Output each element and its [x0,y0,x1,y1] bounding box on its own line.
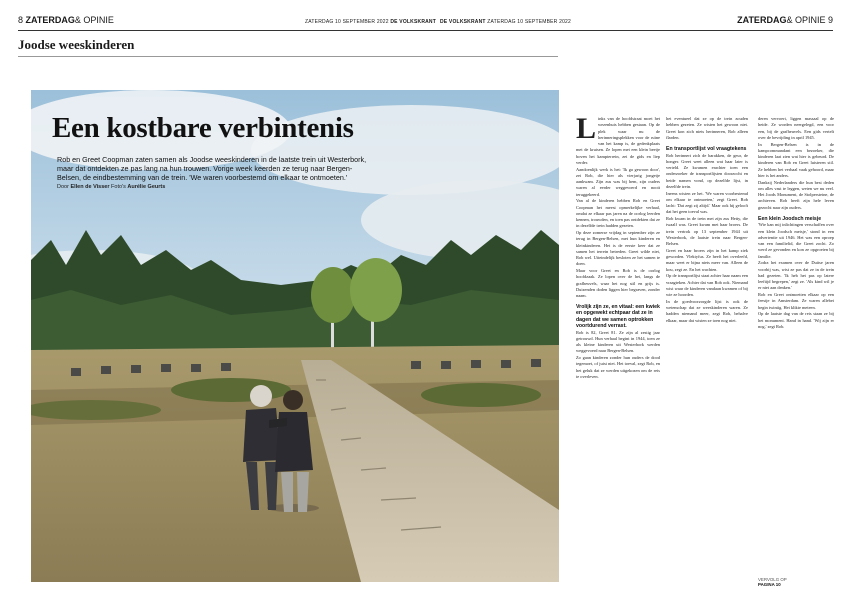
paragraph: Op de laatste dag van de reis staan ze bij het monument. Hand in hand. 'Wij zijn er nog,' zegt Rob. [758,311,834,329]
paragraph: Rob herinnert zich de barakken, de geur, de honger. Greet weet alleen wat haar later is verteld. Ze kwamen erachter toen een onderzoeker de transportlijsten doorzocht en beide namen vond, op dezelfde lijst, in dezelfde trein. [666,152,748,189]
paragraph: Greet en haar broers zijn in het kamp ziek geworden. Vlektyfus. Ze heeft het overleefd, maar weet er bijna niets meer van. Alleen de kou, zegt ze. En het wachten. [666,247,748,272]
subhead-transportlijst: En transportlijst vol vraagtekens [666,146,747,152]
subhead-joodsch-meisje: Een klein Joodsch meisje [758,215,822,222]
header-rule [18,30,833,31]
paragraph: Maar voor Greet en Rob is de oorlog hoofdzaak. Ze lopen over de hei, langs de grafheuvels, waar het nog stil en grijs is. Duizenden doden liggen hier begraven, zonder naam. [576,268,660,298]
paragraph: 'Wie kan mij inlichtingen verschaffen over een klein Joodsch meisje,' stond in een advertentie uit 1946. Het was een oproep van een familielid, die Greet zocht. Zo werd ze gevonden en kon ze opgroeien bij familie. [758,222,834,259]
paragraph: Rob en Greet ontmoetten elkaar op een feestje in Amsterdam. Ze waren allebei begin twintig. Het klikte meteen. [758,292,834,310]
paragraph: Van al de kinderen hebben Rob en Greet Coopman het meest opmerkelijke verhaal, omdat ze elkaar pas jaren na de oorlog leerden kennen, trouwden, en toen pas ontdekten dat ze in dezelfde trein hadden gezeten. [576,198,660,229]
drop-cap: L [576,116,597,145]
inline-subhead: Vrolijk zijn ze, en vitaal: een kwiek en opgewekt echtpaar dat ze in dagen dat we samen optrokken voortdurend verrast. [576,304,660,329]
section-name-left: ZATERDAG [25,15,75,25]
photo-prefix: Foto's [111,184,126,190]
paragraph: deren vervoert, liggen massaal op de heide. Ze worden neergelegd, een voor een, bij de grafheuvels. Een gids vertelt over de bevrijding in april 1945. [758,116,834,140]
photographer-name: Aurélie Geurts [127,184,166,190]
date-left: ZATERDAG 10 SEPTEMBER 2022 [305,19,389,25]
paragraph [576,116,660,166]
paper-name-left: DE VOLKSKRANT [390,19,437,25]
continuation-note [758,577,787,588]
page-number-right: 9 [827,15,833,25]
section-name-right: ZATERDAG [737,15,787,25]
header-left [18,15,114,29]
paragraph-text: inks van de hoofdstraat moet het wezenhuis hebben gestaan. Op de plek waar nu de herinneringsplekken voor de ruïne van het kamp is, de gedenkplaats met de kruisen. Ze lopen met een klein beetje boven het kampterrein, zei de gids en liep verder. [576,116,660,165]
article-intro: Rob en Greet Coopman zaten samen als Joodse weeskinderen in de laatste trein uit Westerbork, maar dat ontdekten ze pas lang na hun trouwen. Vorige week keerden ze terug naar Bergen-Belsen, de eindbestemming van de trein. 'We waren voorbestemd om elkaar te ontmoeten.' [57,155,367,183]
article-column-2 [666,116,748,586]
byline-prefix: Door [57,184,69,190]
author-name: Ellen de Visser [70,184,110,190]
section-sub-right: & OPINIE [786,15,826,25]
section-rule [18,56,558,57]
section-title: Joodse weeskinderen [18,37,135,52]
paragraph: Op deze zomerse vrijdag in september zijn ze terug in Bergen-Belsen, met hun kinderen en kleinkinderen. Het is de eerste keer dat ze samen het terrein betreden. Greet wilde niet, Rob wel. Uiteindelijk besloten ze het samen te doen. [576,230,660,267]
paragraph: Rob kwam in de trein met zijn zus Hetty, die twaalf was. Greet kwam met haar broers. De trein vertrok op 13 september 1944 uit Westerbork, de laatste trein naar Bergen-Belsen. [666,216,748,247]
date-right: ZATERDAG 10 SEPTEMBER 2022 [487,19,572,25]
paper-name-right: DE VOLKSKRANT [440,19,486,25]
page-number-left: 8 [18,15,24,25]
paragraph: Zodra het examen over de Duitse jaren voorbij was, wist ze pas dat ze in de trein had gezeten. 'Ik heb het pas op latere leeftijd begrepen,' zegt ze. 'Als kind wil je er niet aan denken.' [758,260,834,291]
paragraph: Ineens wisten ze het. 'We waren voorbestemd om elkaar te ontmoeten,' zegt Greet. Rob lacht: 'Dat zegt zij altijd.' Maar ook hij gelooft dat het geen toeval was. [666,190,748,215]
section-sub-left: & OPINIE [74,15,114,25]
article-headline: Een kostbare verbintenis [52,112,354,144]
article-column-3 [758,116,834,586]
paragraph: In Bergen-Belsen is in de kampcommandant een bezoeker, die kinderen laat zien wat hier is gebeurd. De kinderen van Rob en Greet luisteren stil. Ze hebben het verhaal vaak gehoord, maar hier is het anders. [758,141,834,178]
continuation-page: PAGINA 10 [758,582,781,588]
byline [57,184,165,190]
paragraph: Dankzij Nederlanders die hun best deden om alles vast te leggen, weten we nu veel. Het Joods Monument, de Stolpersteine, de archieven. Rob heeft zijn hele leven gezocht naar zijn ouders. [758,179,834,210]
paragraph: Zo gaan kinderen zonder hun ouders de dood tegemoet, of juist niet. Het toeval, zegt Rob, en het geluk dat ze werden uitgekozen om de reis te overleven. [576,355,660,379]
paragraph: het eventueel dat ze op de trein zouden hebben gezeten. Ze wisten het gewoon niet. Greet kon zich niets herinneren, Rob alleen flarden. [666,116,748,140]
paragraph: In de goedvoorzorgde lijst is ook de wetenschap dat ze weeskinderen waren. Ze hadden niemand meer, zegt Rob, behalve elkaar, maar dat wisten ze toen nog niet. [666,298,748,323]
paragraph: Aandoenlijk werk is het: 'Ik ga gewoon door', zei Rob, die hier als vierjarig jongetje aankwam. Zijn zus was bij hem, zijn ouders waren al eerder weggevoerd en nooit teruggekeerd. [576,166,660,197]
article-column-1 [576,116,660,586]
headline-block [52,114,402,143]
continuation-label: VERVOLG OP [758,577,787,582]
header-right [737,15,833,29]
paragraph: Rob is 82, Greet 81. Ze zijn al zestig jaar getrouwd. Hun verhaal begint in 1944, toen ze als kleine kinderen uit Westerbork werden weggevoerd naar Bergen-Belsen. [576,329,660,354]
paragraph: Op de transportlijst staat achter haar naam een vraagteken. Achter dat van Rob ook. Niemand wist waar de kinderen vandaan kwamen of bij wie ze hoorden. [666,273,748,298]
